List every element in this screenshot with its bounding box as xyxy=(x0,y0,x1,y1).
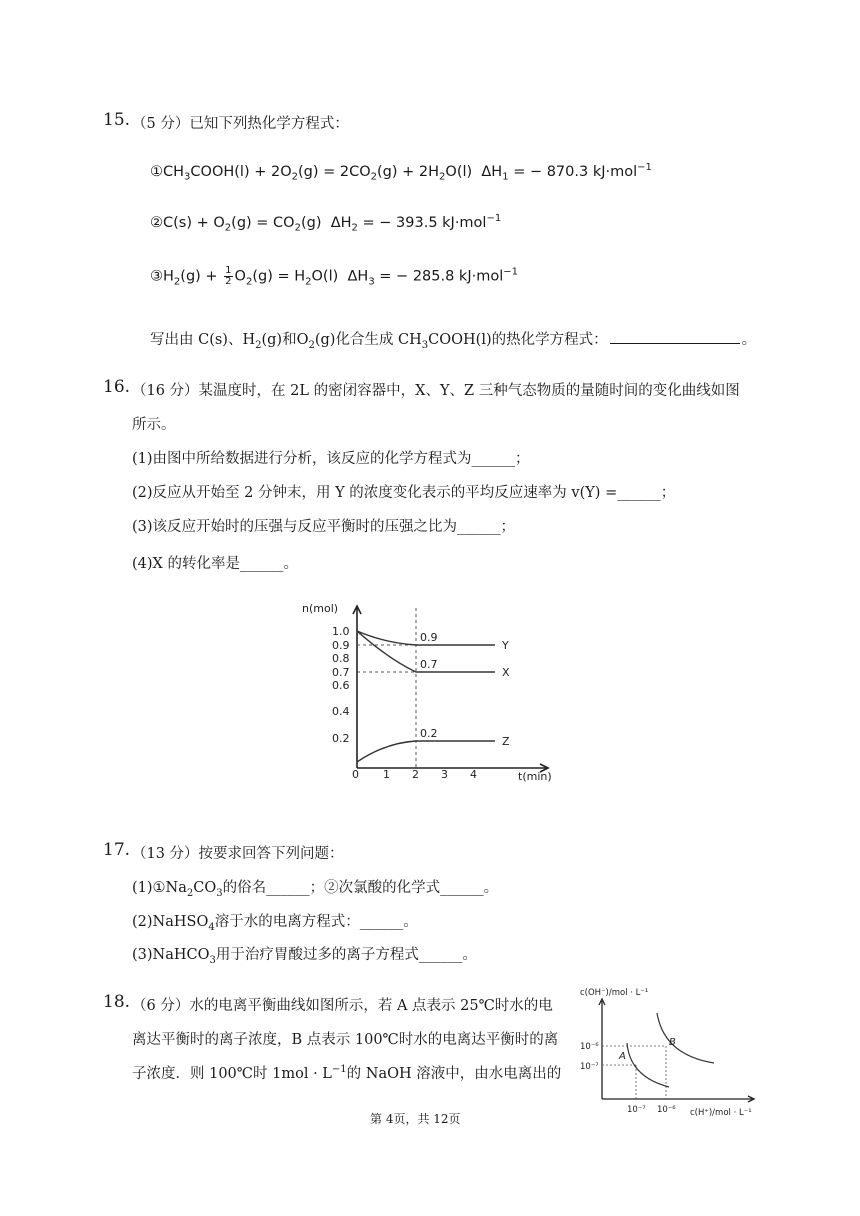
q17-sub1-b: CO xyxy=(193,880,217,896)
q18-line3-a: 子浓度．则 100℃时 1mol · L xyxy=(132,1066,332,1082)
q16-line1: （16 分）某温度时，在 2L 的密闭容器中，X、Y、Z 三种气态物质的量随时间的变化曲线如图 xyxy=(132,383,740,399)
y-axis-label: n(mol) xyxy=(302,602,339,615)
q17-sub3: (3)NaHCO$_3$用于治疗胃酸过多的离子方程式______。 xyxy=(132,947,477,966)
q15-equation-1: $①CH_3COOH(l) + 2O_2(g) = 2CO_2(g) + 2H_2O(l) \Delta H_1$ = − 870.3 kJ·mol$^{-1}$ xyxy=(150,162,652,183)
graph2-x-label: c(H⁺)/mol · L⁻¹ xyxy=(690,1108,752,1118)
eq1-enthalpy-exp: −1 xyxy=(637,162,652,173)
q15-prompt-c: (g)化合生成 CH xyxy=(314,332,422,348)
y-tick: 0.2 xyxy=(332,732,350,745)
mole-time-graph xyxy=(300,598,560,783)
q17-sub1: $(1)①Na_2CO_3$的俗名______；②次氯酸的化学式______。 xyxy=(132,880,499,899)
q17-line1: （13 分）按要求回答下列问题： xyxy=(132,846,344,862)
point-B: B xyxy=(669,1037,676,1048)
question-number-15: 15. xyxy=(103,110,131,130)
q16-sub3: (3)该反应开始时的压强与反应平衡时的压强之比为______； xyxy=(132,519,516,535)
x-tick: 1 xyxy=(383,768,390,781)
q18-line3-b: 的 NaOH 溶液中，由水电离出的 xyxy=(346,1066,562,1082)
point-A: A xyxy=(619,1051,626,1062)
question-number-18: 18. xyxy=(103,992,131,1012)
graph2-y-label: c(OH⁻)/mol · L⁻¹ xyxy=(580,988,649,998)
eq1-mark: ① xyxy=(150,163,163,180)
question-number-16: 16. xyxy=(103,377,131,397)
q15-header: （5 分）已知下列热化学方程式： xyxy=(132,116,349,132)
eq2-mark: ② xyxy=(150,214,163,231)
q18-line1: （6 分）水的电离平衡曲线如图所示，若 A 点表示 25℃时水的电 xyxy=(132,998,553,1014)
y-tick: 0.6 xyxy=(332,679,350,692)
y-tick: 0.7 xyxy=(332,666,350,679)
q18-line3-sup: −1 xyxy=(331,1064,347,1076)
graph2-x-tick: 10⁻⁶ xyxy=(657,1105,676,1115)
q15-prompt: 写出由 C(s)、$H_2(g)$和$O_2(g)$化合生成 $CH_3COOH(l)$的热化学方程式： 。 xyxy=(150,332,757,351)
q16-sub2: (2)反应从开始至 2 分钟末，用 Y 的浓度变化表示的平均反应速率为 v(Y) =______； xyxy=(132,485,676,501)
q17-sub1-a: (1)①Na xyxy=(132,880,187,896)
x-tick: 4 xyxy=(470,768,477,781)
series-label-Z: Z xyxy=(502,735,510,748)
q17-sub2-a: (2)NaHSO xyxy=(132,914,209,930)
eq2-enthalpy: = − 393.5 kJ·mol xyxy=(362,214,487,231)
q17-sub3-a: (3)NaHCO xyxy=(132,947,210,963)
series-label-X: X xyxy=(502,666,510,679)
x-axis-label: t(min) xyxy=(518,770,552,783)
x-tick-origin: 0 xyxy=(352,768,359,781)
q18-line3 xyxy=(132,1062,561,1083)
curve-B xyxy=(657,1013,714,1063)
label-x-value: 0.7 xyxy=(420,658,438,671)
page-footer: 第 4页，共 12页 xyxy=(370,1112,461,1126)
q15-prompt-b: (g)和O xyxy=(261,332,309,348)
y-tick: 0.8 xyxy=(332,652,350,665)
q15-prompt-d: COOH(l)的热化学方程式： xyxy=(428,332,608,348)
x-tick: 3 xyxy=(441,768,448,781)
question-number-17: 17. xyxy=(103,840,131,860)
q15-equation-2: ②C(s) + $O_2(g) = CO_2(g) \Delta H_2$ = − 393.5 kJ·mol$^{-1}$ xyxy=(150,213,502,234)
q17-sub1-c: 的俗名______；②次氯酸的化学式______。 xyxy=(222,880,499,896)
y-tick: 0.9 xyxy=(332,639,350,652)
q17-sub2-b: 溶于水的电离方程式：______。 xyxy=(214,914,418,930)
curve-A xyxy=(627,1043,669,1087)
eq3-mark: ③ xyxy=(150,268,163,285)
water-ionization-graph xyxy=(572,985,760,1120)
q16-sub4: (4)X 的转化率是______。 xyxy=(132,556,298,572)
y-tick: 0.4 xyxy=(332,705,350,718)
eq1-enthalpy: = − 870.3 kJ·mol xyxy=(513,163,638,180)
q15-prompt-end: 。 xyxy=(741,332,757,348)
label-y-value: 0.9 xyxy=(420,631,438,644)
eq3-enthalpy-exp: −1 xyxy=(503,266,518,278)
q15-equation-3: $③H_2(g)$ + $\frac{1}{2}$ $O_2(g) = H_2O(l) \Delta H_3$ = − 285.8 kJ·mol$^{-1}$ xyxy=(150,265,518,288)
q17-sub3-b: 用于治疗胃酸过多的离子方程式______。 xyxy=(215,947,477,963)
graph2-x-tick: 10⁻⁷ xyxy=(627,1105,646,1115)
y-tick: 1.0 xyxy=(332,625,350,638)
series-label-Y: Y xyxy=(502,639,509,652)
graph2-y-tick: 10⁻⁷ xyxy=(580,1062,599,1072)
x-tick: 2 xyxy=(412,768,419,781)
q18-line2: 离达平衡时的离子浓度，B 点表示 100℃时水的电离达平衡时的离 xyxy=(132,1032,559,1048)
q16-sub1: (1)由图中所给数据进行分析，该反应的化学方程式为______； xyxy=(132,451,530,467)
q16-line2: 所示。 xyxy=(132,417,176,433)
label-z-value: 0.2 xyxy=(420,727,438,740)
q17-sub2: (2)NaHSO$_4$溶于水的电离方程式：______。 xyxy=(132,914,418,933)
eq3-enthalpy: = − 285.8 kJ·mol xyxy=(379,268,504,285)
curve-Z xyxy=(357,741,495,762)
eq2-enthalpy-exp: −1 xyxy=(486,213,502,224)
answer-blank[interactable] xyxy=(610,342,740,344)
graph2-y-tick: 10⁻⁶ xyxy=(580,1042,599,1052)
q15-prompt-a: 写出由 C(s)、H xyxy=(150,332,256,348)
